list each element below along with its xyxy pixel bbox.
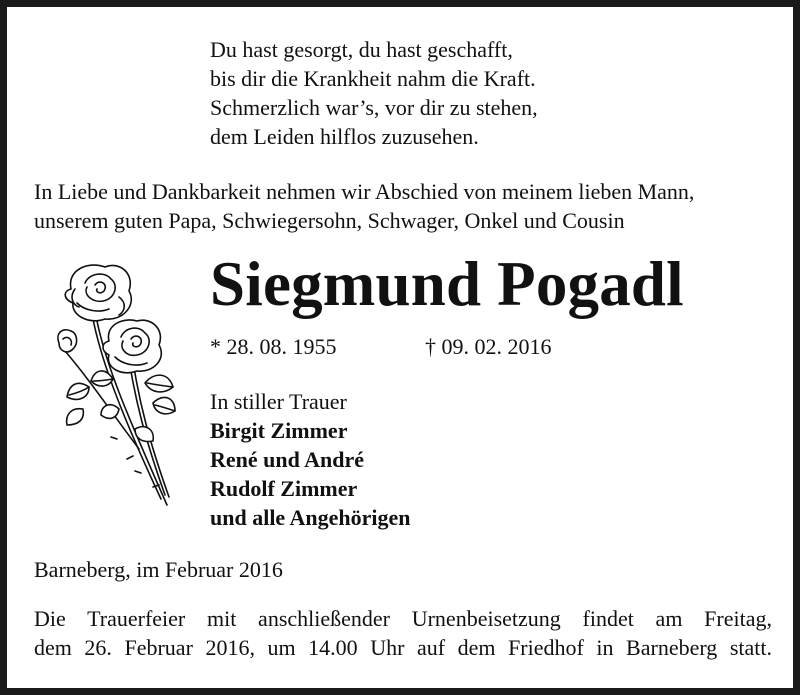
deceased-name: Siegmund Pogadl: [210, 249, 684, 319]
intro-line: In Liebe und Dankbarkeit nehmen wir Abschied von meinem lieben Mann,: [34, 179, 695, 204]
place-date: Barneberg, im Februar 2016: [34, 557, 283, 582]
intro-line: unserem guten Papa, Schwiegersohn, Schwager, Onkel und Cousin: [34, 208, 625, 233]
mourner-name: und alle Angehörigen: [210, 505, 411, 530]
poem-line: bis dir die Krankheit nahm die Kraft.: [210, 66, 536, 91]
service-line: Die Trauerfeier mit anschließender Urnenbeisetzung findet am Freitag,: [34, 606, 772, 631]
mourner-name: Rudolf Zimmer: [210, 476, 358, 501]
poem-line: Du hast gesorgt, du hast geschafft,: [210, 37, 513, 62]
intro-text: [34, 177, 694, 235]
poem-line: Schmerzlich war’s, vor dir zu stehen,: [210, 95, 538, 120]
service-line: dem 26. Februar 2016, um 14.00 Uhr auf dem Friedhof in Barneberg statt.: [34, 635, 772, 660]
birth-date: * 28. 08. 1955: [210, 334, 337, 359]
roses-icon: [49, 259, 189, 519]
mourner-name: Birgit Zimmer: [210, 418, 348, 443]
funeral-service-info: [34, 604, 772, 662]
mourners-intro: In stiller Trauer: [210, 389, 347, 414]
mourner-name: René und André: [210, 447, 365, 472]
death-date: † 09. 02. 2016: [425, 334, 552, 359]
poem: [210, 35, 538, 151]
mourners-list: [210, 387, 410, 532]
poem-line: dem Leiden hilflos zuzusehen.: [210, 124, 479, 149]
